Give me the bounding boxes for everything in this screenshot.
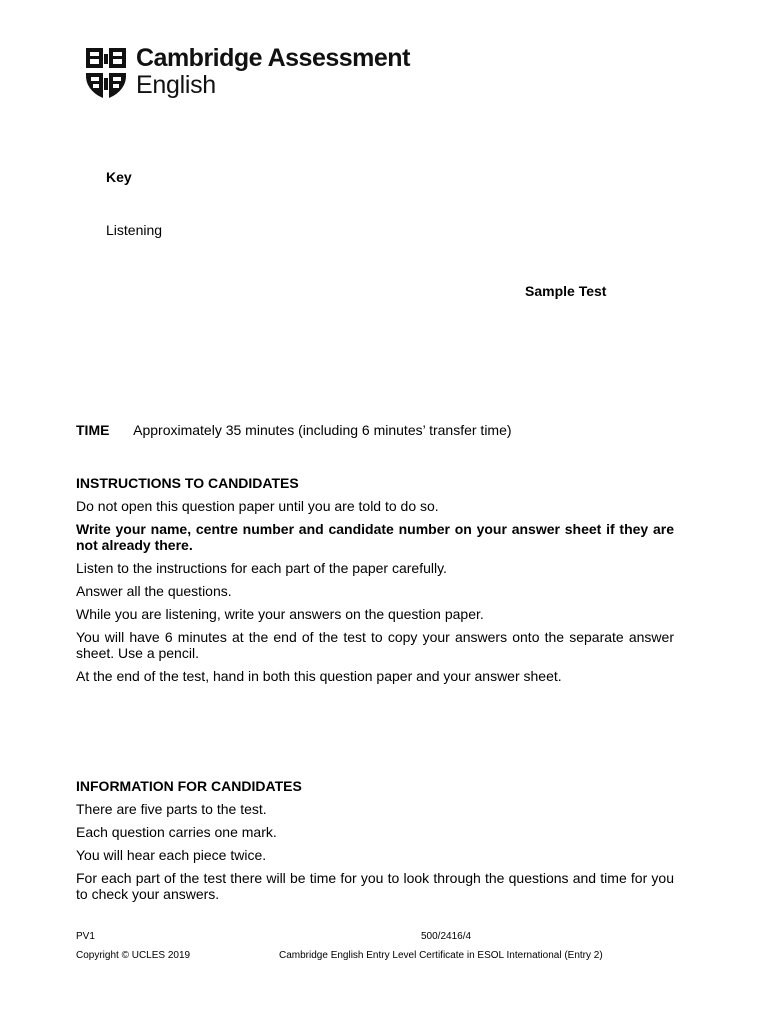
instruction-item: You will have 6 minutes at the end of the test to copy your answers onto the separate answer sheet. Use a pencil.	[76, 629, 674, 661]
time-value: Approximately 35 minutes (including 6 minutes’ transfer time)	[133, 422, 512, 438]
instruction-item: While you are listening, write your answers on the question paper.	[76, 606, 484, 622]
information-section	[76, 778, 674, 909]
information-item: For each part of the test there will be time for you to look through the questions and time for you to check your answers.	[76, 870, 674, 902]
instruction-item: At the end of the test, hand in both this question paper and your answer sheet.	[76, 668, 562, 684]
sample-test-label: Sample Test	[525, 283, 607, 299]
instruction-item: Answer all the questions.	[76, 583, 232, 599]
key-label: Key	[106, 169, 132, 185]
footer-reference: 500/2416/4	[421, 931, 472, 942]
instruction-item: Do not open this question paper until you are told to do so.	[76, 498, 439, 514]
footer-paper-code: PV1	[76, 931, 95, 942]
footer-certificate: Cambridge English Entry Level Certificate in ESOL International (Entry 2)	[279, 950, 603, 961]
university-shield-crest-icon	[84, 46, 128, 100]
information-item: There are five parts to the test.	[76, 801, 267, 817]
instruction-item: Write your name, centre number and candidate number on your answer sheet if they are not already there.	[76, 521, 674, 553]
instruction-item: Listen to the instructions for each part of the paper carefully.	[76, 560, 447, 576]
information-item: Each question carries one mark.	[76, 824, 277, 840]
time-row	[76, 422, 512, 438]
information-item: You will hear each piece twice.	[76, 847, 267, 863]
instructions-heading: INSTRUCTIONS TO CANDIDATES	[76, 475, 299, 491]
brand-logo	[84, 46, 414, 102]
instructions-section	[76, 475, 674, 691]
brand-name-line1: Cambridge Assessment	[136, 44, 410, 72]
time-label: TIME	[76, 422, 110, 438]
information-heading: INFORMATION FOR CANDIDATES	[76, 778, 302, 794]
brand-name-line2: English	[136, 71, 216, 99]
footer-copyright: Copyright © UCLES 2019	[76, 950, 191, 961]
paper-name: Listening	[106, 222, 163, 238]
